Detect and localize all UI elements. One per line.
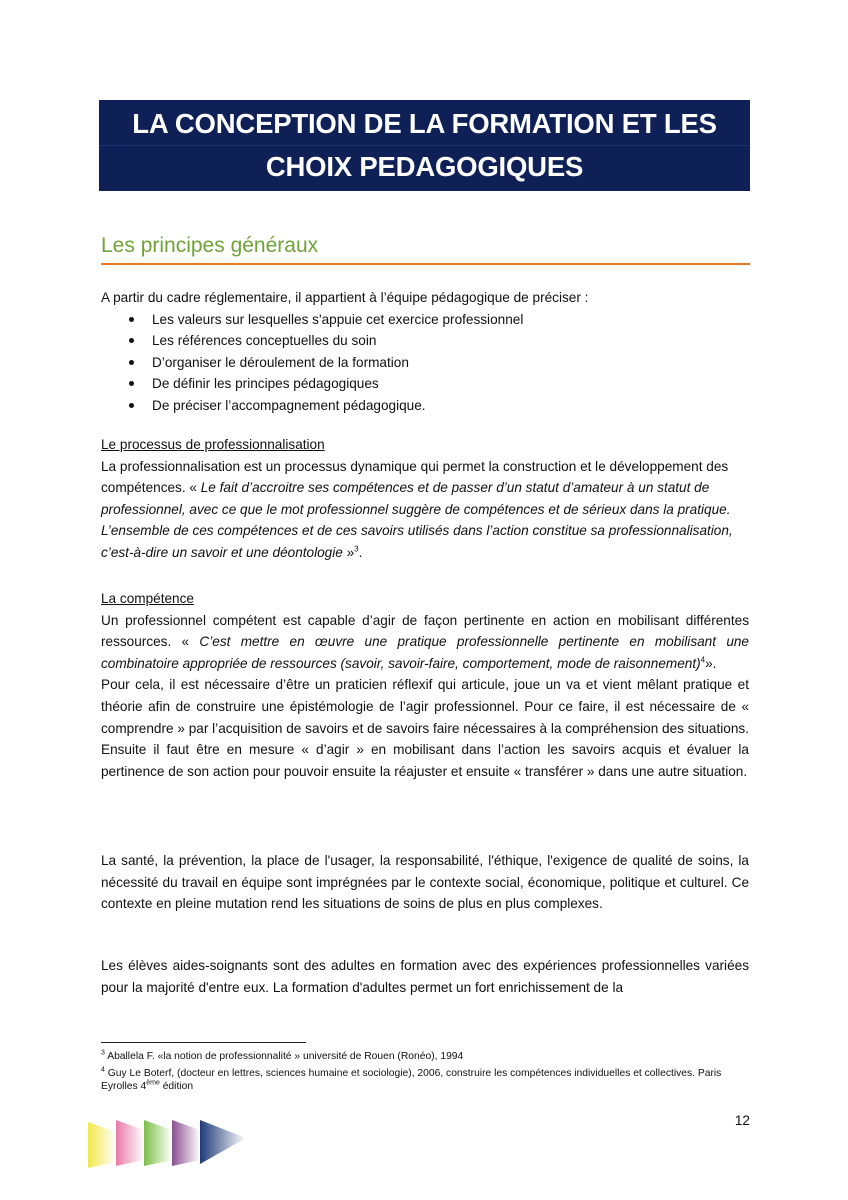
bullet-icon	[129, 317, 134, 322]
section-heading: Les principes généraux	[101, 234, 750, 265]
footnotes	[101, 1050, 749, 1097]
footnote-ref: 4	[700, 655, 706, 665]
list-item: D’organiser le déroulement de la formation	[101, 352, 749, 374]
bullet-icon	[129, 381, 134, 386]
institute-logo	[86, 1118, 248, 1170]
bullet-icon	[129, 360, 134, 365]
competence-paragraph-2: Pour cela, il est nécessaire d’être un praticien réflexif qui articule, joue un va et vient mêlant pratique et théorie afin de construire une épistémologie de l’agir professionnel. Pour ce faire, il est nécessaire de « comprendre » par l’acquisition de savoirs et de savoirs faire nécessaires à la compréhension des situations. Ensuite il faut être en mesure « d’agir » en mobilisant dans l’action les savoirs acquis et évaluer la pertinence de son action pour pouvoir ensuite la réajuster et ensuite « transférer » dans une autre situation.	[101, 677, 749, 779]
bullet-icon	[129, 403, 134, 408]
footnote-separator	[101, 1042, 306, 1043]
competence-block	[101, 588, 749, 782]
professionnalisation-text: La professionnalisation est un processus dynamique qui permet la construction et le développement des compétences. « Le fait d’accroitre ses compétences et de passer d’un statut d’amateur à un statut de professionnel, avec ce que le mot professionnel suggère de compétences et de sérieux dans la pratique. L’ensemble de ces compétences et de ces savoirs utilisés dans l’action constitue sa professionnalisation, c’est-à-dire un savoir et une déontologie »$^3$.	[101, 458, 733, 560]
professionnalisation-block	[101, 434, 749, 564]
footnote-3: $^3$ Aballela F. «la notion de professionnalité » université de Rouen (Ronéo), 1994	[101, 1049, 464, 1062]
intro-block	[101, 287, 749, 417]
chapter-title-banner	[99, 100, 750, 191]
list-item: De préciser l’accompagnement pédagogique.	[101, 395, 749, 417]
chapter-title-line-2: CHOIX PEDAGOGIQUES	[265, 151, 584, 182]
page-number: 12	[734, 1113, 750, 1128]
list-item: Les références conceptuelles du soin	[101, 330, 749, 352]
competence-heading: La compétence	[101, 591, 194, 606]
footnote-ref: 3	[354, 544, 359, 554]
principles-list	[101, 309, 749, 417]
eleves-paragraph: Les élèves aides-soignants sont des adultes en formation avec des expériences professionnelles variées pour la majorité d'entre eux. La formation d'adultes permet un fort enrichissement de la	[101, 958, 749, 995]
professionnalisation-heading: Le processus de professionnalisation	[101, 437, 325, 452]
bullet-icon	[129, 338, 134, 343]
list-item: Les valeurs sur lesquelles s'appuie cet exercice professionnel	[101, 309, 749, 331]
list-item: De définir les principes pédagogiques	[101, 373, 749, 395]
footnote-4: $^4$ Guy Le Boterf, (docteur en lettres, sciences humaine et sociologie), 2006, construire les compétences individuelles et collectives. Paris Eyrolles 4ème édition	[101, 1066, 722, 1092]
intro-text: A partir du cadre réglementaire, il appartient à l’équipe pédagogique de préciser :	[101, 290, 589, 305]
chapter-title-line-1: LA CONCEPTION DE LA FORMATION ET LES	[99, 103, 750, 146]
competence-text: Un professionnel compétent est capable d’agir de façon pertinente en action en mobilisant différentes ressources. « C’est mettre en œuvre une pratique professionnelle pertinente en mobilisant une combinatoire appropriée de ressources (savoir, savoir-faire, comportement, mode de raisonnement)$^4$».	[101, 612, 749, 671]
sante-paragraph: La santé, la prévention, la place de l'usager, la responsabilité, l'éthique, l'exigence de qualité de soins, la nécessité du travail en équipe sont imprégnées par le contexte social, économique, politique et culturel. Ce contexte en pleine mutation rend les situations de soins de plus en plus complexes.	[101, 853, 749, 912]
